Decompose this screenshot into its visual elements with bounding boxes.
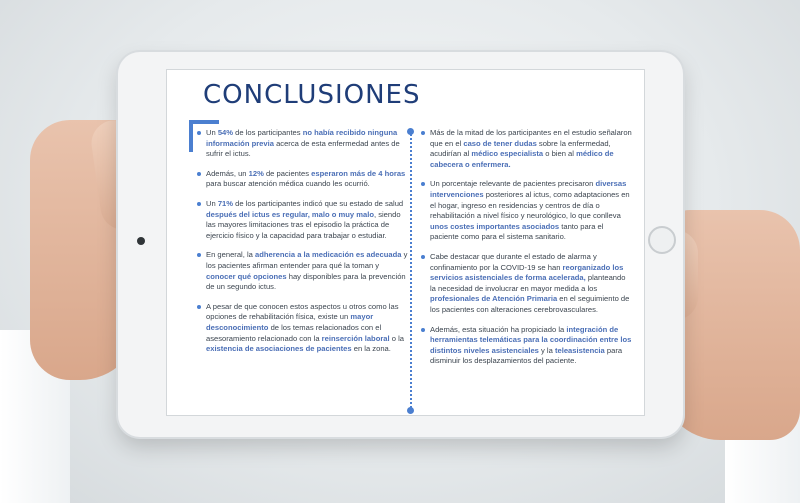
body-text: en el seguimiento de los pacientes con alteraciones cerebrovasculares. — [430, 294, 630, 314]
body-text: tanto para el paciente como para el sistema sanitario. — [430, 221, 604, 242]
left-column — [197, 128, 409, 364]
body-text: en la zona. — [351, 344, 391, 354]
highlight-text: unos costes importantes asociados — [430, 221, 560, 231]
highlight-text: conocer qué opciones — [206, 271, 287, 281]
highlight-text: médico especialista — [471, 149, 544, 159]
highlight-text: 12% — [248, 168, 264, 178]
bullet-item — [197, 199, 409, 241]
highlight-text: no había recibido ninguna información previa — [206, 128, 398, 148]
body-text: de pacientes — [263, 168, 312, 178]
divider-dot-bottom — [407, 407, 414, 414]
bullet-item — [197, 128, 409, 160]
highlight-text: reorganizado los servicios asistenciales de forma acelerada, — [430, 262, 624, 283]
body-text: Además, un — [206, 168, 249, 178]
highlight-text: reinserción laboral — [321, 333, 390, 343]
body-text: de los participantes — [233, 128, 303, 137]
highlight-text: mayor desconocimiento — [206, 312, 374, 332]
body-text: Un — [206, 198, 218, 208]
body-text: de los temas relacionados con el asesoramiento relacionado con la — [206, 322, 382, 343]
body-text: para buscar atención médica cuando les ocurrió. — [206, 179, 370, 189]
page-title: CONCLUSIONES — [203, 80, 421, 110]
body-text: y los pacientes afirman entender para qué la toman y — [206, 250, 408, 270]
body-text: Un porcentaje relevante de pacientes precisaron — [430, 179, 596, 189]
camera-icon — [137, 237, 145, 245]
right-column — [421, 128, 633, 376]
body-text: y la — [538, 345, 555, 355]
accent-vertical-bar — [189, 120, 193, 152]
body-text: posteriores al ictus, como adaptaciones en el hogar, ingreso en residencias y centros de día o rehabilitación a nivel físico y neurológico, lo que conlleva — [430, 189, 630, 221]
body-text: Además, esta situación ha propiciado la — [430, 324, 567, 334]
body-text: Un — [206, 128, 218, 137]
body-text: planteando la necesidad de involucrar en mayor medida a los — [430, 273, 626, 293]
tablet-screen — [166, 69, 645, 416]
highlight-text: caso de tener dudas — [463, 138, 537, 148]
highlight-text: médico de cabecera o enfermera. — [430, 149, 614, 169]
accent-bar — [189, 120, 219, 124]
highlight-text: teleasistencia — [554, 345, 605, 355]
body-text: acerca de esta enfermedad antes de sufrir el ictus. — [206, 138, 400, 159]
body-text: Cabe destacar que durante el estado de alarma y confinamiento por la COVID-19 se han — [430, 251, 597, 272]
highlight-text: profesionales de Atención Primaria — [430, 294, 558, 304]
highlight-text: después del ictus es regular, malo o muy malo — [206, 209, 374, 219]
body-text: o bien al — [543, 149, 577, 159]
highlight-text: diversas intervenciones — [430, 179, 627, 199]
highlight-text: integración de herramientas telemáticas para la coordinación entre los distintos niveles asistenciales — [430, 324, 632, 355]
column-divider — [410, 130, 412, 412]
bullet-item — [421, 128, 633, 170]
body-text: o la — [389, 333, 404, 343]
bullet-item — [197, 302, 409, 355]
highlight-text: adherencia a la medicación es adecuada — [254, 250, 402, 260]
divider-dot-top — [407, 128, 414, 135]
body-text: Más de la mitad de los participantes en el estudio señalaron que en el — [430, 128, 632, 148]
highlight-text: existencia de asociaciones de pacientes — [206, 344, 352, 354]
body-text: , siendo las mayores limitaciones tras el episodio la práctica de ejercicio físico y la capacidad para trabajar o estudiar. — [206, 209, 401, 240]
bullet-item — [197, 169, 409, 190]
body-text: hay disponibles para la prevención de un segundo ictus. — [206, 271, 406, 292]
body-text: de los participantes indicó que su estado de salud — [233, 198, 404, 208]
bullet-item — [421, 179, 633, 243]
highlight-text: 71% — [217, 198, 234, 208]
bullet-item — [421, 325, 633, 367]
highlight-text: 54% — [217, 128, 234, 137]
highlight-text: esperaron más de 4 horas — [311, 168, 406, 178]
body-text: para disminuir los desplazamientos del paciente. — [430, 345, 623, 366]
bullet-item — [421, 252, 633, 316]
body-text: En general, la — [206, 250, 255, 260]
bullet-item — [197, 250, 409, 292]
body-text: A pesar de que conocen estos aspectos u otros como las opciones de rehabilitación física, existe un — [206, 301, 399, 322]
body-text: sobre la enfermedad, acudirían al — [430, 138, 611, 159]
home-button[interactable] — [648, 226, 676, 254]
